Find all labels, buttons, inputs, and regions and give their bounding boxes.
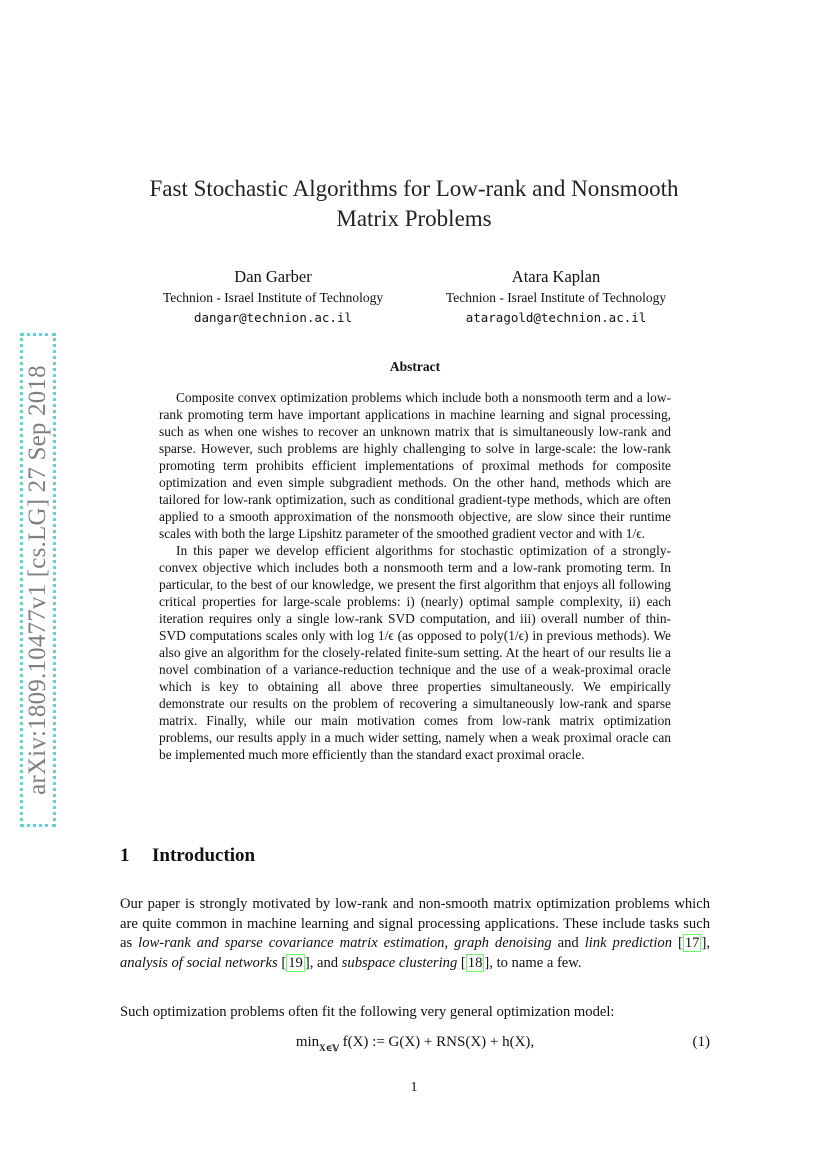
author-name: Dan Garber bbox=[234, 267, 312, 286]
equation-subscript: X∈𝕍 bbox=[319, 1043, 339, 1053]
abstract-paragraph: Composite convex optimization problems which include both a nonsmooth term and a low-rank promoting term have important applications in machine learning and signal processing, such as when one wishes to recover an unknown matrix that is simultaneously low-rank and sparse. However, such problems are highly challenging to solve in large-scale: the low-rank promoting term prohibits efficient implementations of proximal methods for composite optimization and even simple subgradient methods. On the other hand, methods which are tailored for low-rank optimization, such as conditional gradient-type methods, which are often applied to a smooth approximation of the nonsmooth objective, are slow since their runtime scales with both the large Lipshitz parameter of the smoothed gradient vector and with 1/ϵ. bbox=[159, 390, 671, 541]
text-run: , and bbox=[309, 954, 342, 971]
page-number: 1 bbox=[410, 1080, 418, 1095]
abstract-paragraph: In this paper we develop efficient algorithms for stochastic optimization of a strongly-convex objective which includes both a nonsmooth term and a low-rank promoting term. In particular, to the best of our knowledge, we present the first algorithm that enjoys all following critical properties for large-scale problems: i) (nearly) optimal sample complexity, ii) each iteration requires only a single low-rank SVD computation, and iii) overall number of thin-SVD computations scales only with log 1/ϵ (as opposed to poly(1/ϵ) in previous methods). We also give an algorithm for the closely-related finite-sum setting. At the heart of our results lie a novel combination of a variance-reduction technique and the use of a weak-proximal oracle which is key to obtaining all above three properties simultaneously. We empirically demonstrate our results on the problem of recovering a simultaneously low-rank and sparse matrix. Finally, while our main motivation comes from low-rank matrix optimization problems, our results apply in a much wider setting, namely when a weak proximal oracle can be implemented much more efficiently than the standard exact proximal oracle. bbox=[159, 543, 671, 762]
intro-paragraph-2 bbox=[120, 1003, 710, 1023]
citation-link[interactable]: 17 bbox=[684, 935, 700, 952]
text-run bbox=[457, 955, 461, 971]
equation-expression: f(X) := G(X) + RNS(X) + h(X), bbox=[342, 1034, 535, 1050]
citation-link[interactable]: 18 bbox=[467, 954, 483, 971]
emphasis: analysis of social networks bbox=[120, 954, 278, 971]
paper-title: Fast Stochastic Algorithms for Low-rank and Nonsmooth Matrix Problems bbox=[149, 176, 679, 231]
author-affiliation: Technion - Israel Institute of Technology bbox=[445, 290, 667, 305]
emphasis: graph denoising bbox=[454, 935, 552, 952]
arxiv-stamp bbox=[20, 333, 56, 827]
citation-link[interactable]: 19 bbox=[288, 954, 303, 971]
emphasis: subspace clustering bbox=[341, 954, 458, 971]
abstract-heading: Abstract bbox=[389, 359, 441, 374]
author-name: Atara Kaplan bbox=[511, 267, 601, 286]
text-run: Our paper is strongly motivated by low-rank and non-smooth matrix optimization problems which are quite common in machine learning and signal processing applications. These include tasks such as bbox=[120, 896, 710, 952]
arxiv-identifier: arXiv:1809.10477v1 [cs.LG] 27 Sep 2018 bbox=[24, 365, 51, 795]
author-affiliation: Technion - Israel Institute of Technology bbox=[162, 290, 384, 305]
section-number: 1 bbox=[120, 845, 130, 866]
author-block-2 bbox=[416, 266, 696, 328]
author-email: ataragold@technion.ac.il bbox=[465, 310, 647, 325]
abstract-body bbox=[159, 389, 671, 763]
emphasis: link prediction bbox=[584, 935, 673, 952]
author-block-1 bbox=[133, 266, 413, 328]
equation-body bbox=[120, 1034, 710, 1054]
text-run: , bbox=[706, 935, 710, 952]
emphasis: low-rank and sparse covariance matrix estimation bbox=[138, 935, 445, 952]
equation-1 bbox=[120, 1030, 710, 1064]
intro-paragraph-1: Our paper is strongly motivated by low-rank and non-smooth matrix optimization problems which are quite common in machine learning and signal processing applications. These include tasks such as low-rank and sparse covariance matrix estimation, graph denoising and link prediction [ 17 ], analysis of social networks [ 19 ], and subspace clustering [ 18 ], to name a few. bbox=[120, 896, 710, 971]
equation-operator: min bbox=[295, 1034, 320, 1050]
equation-number: (1) bbox=[692, 1034, 710, 1050]
section-title: Introduction bbox=[152, 845, 256, 866]
text-run: , bbox=[444, 935, 455, 952]
text-run bbox=[672, 935, 678, 951]
text-run: and bbox=[551, 935, 585, 952]
text-run: , to name a few. bbox=[489, 954, 582, 971]
section-heading bbox=[120, 845, 255, 867]
text-run bbox=[278, 955, 282, 971]
author-email: dangar@technion.ac.il bbox=[193, 310, 353, 325]
paragraph-text: Such optimization problems often fit the following very general optimization model: bbox=[120, 1004, 615, 1020]
